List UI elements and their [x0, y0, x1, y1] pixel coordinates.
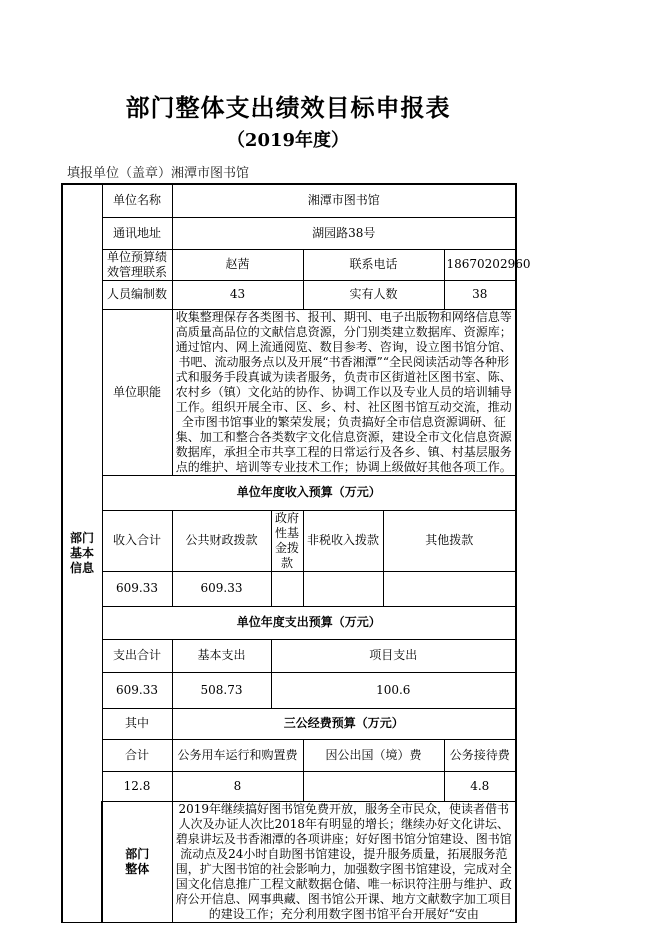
- form-table: [61, 183, 531, 923]
- form-table-frame: [61, 183, 531, 921]
- three-public-val-abroad: [303, 771, 444, 801]
- expense-col-total: 支出合计: [102, 639, 172, 672]
- income-col-fund: 政府性基金拨款: [271, 510, 303, 571]
- duties-text: 收集整理保存各类图书、报刊、期刊、电子出版物和网络信息等高质量高品位的文献信息资源，分门别类建立数据库、资源库；通过馆内、网上流通阅览、数目参考、咨询，设立图书馆分馆、书吧、流动服务点以及开展“书香湘潭”“全民阅读活动等各种形式和服务手段真诚为读者服务，负责市区街道社区图书室、陈、农村乡（镇）文化站的协作、协调工作以及专业人员的培训辅导工作。组织开展全市、区、乡、村、社区图书馆互动交流，推动全市图书馆事业的繁荣发展；负责搞好全市信息资源调研、征集、加工和整合各类数字文化信息资源，建设全市文化信息资源数据库，承担全市共享工程的日常运行及各乡、镇、村基层服务点的维护、培训等专业技术工作；协调上级做好其他各项工作。: [172, 309, 516, 475]
- perf-text: 2019年继续搞好图书馆免费开放，服务全市民众，使读者借书人次及办证人次比2018年有明显的增长；继续办好文化讲坛、碧泉讲坛及书香湘潭的各项讲座；好好图书馆分馆建设、图书馆流动点及24小时自助图书馆建设，提升服务质量，拓展服务范围，扩大图书馆的社会影响力，加强数字图书馆建设，完成对全国文化信息推广工程文献数据仓储、唯一标识符注册与维护、政府公开信息、网事典藏、图书馆公开课、地方文献数字加工项目的建设工作；充分利用数字图书馆平台开展好“安由: [172, 801, 516, 922]
- expense-header: 单位年度支出预算（万元）: [102, 606, 516, 639]
- income-val-nontax: [303, 571, 383, 606]
- staff-quota-value: 43: [172, 280, 303, 309]
- expense-val-basic: 508.73: [172, 672, 271, 708]
- income-val-fund: [271, 571, 303, 606]
- actual-staff-value: 38: [444, 280, 516, 309]
- income-col-total: 收入合计: [102, 510, 172, 571]
- section-perf-label: [102, 801, 172, 922]
- income-header: 单位年度收入预算（万元）: [102, 475, 516, 510]
- staff-quota-label: 人员编制数: [102, 280, 172, 309]
- income-col-other: 其他拨款: [383, 510, 516, 571]
- expense-val-project: 100.6: [271, 672, 516, 708]
- address-value: 湖园路38号: [172, 217, 516, 249]
- section-basic-label: [62, 184, 102, 922]
- three-public-col-reception: 公务接待费: [444, 739, 516, 771]
- duties-label: 单位职能: [102, 309, 172, 475]
- section-basic-text: 部门 基本 信息: [69, 530, 94, 575]
- fill-unit: 填报单位（盖章）湘潭市图书馆: [67, 166, 250, 181]
- page-title: 部门整体支出绩效目标申报表: [125, 94, 451, 122]
- three-public-col-total: 合计: [102, 739, 172, 771]
- expense-col-project: 项目支出: [271, 639, 516, 672]
- contact-value: 赵茜: [172, 249, 303, 280]
- three-public-header: 三公经费预算（万元）: [172, 708, 516, 739]
- section-perf-text: 部门 整体: [125, 846, 150, 876]
- income-col-nontax: 非税收入拨款: [303, 510, 383, 571]
- expense-val-total: 609.33: [102, 672, 172, 708]
- three-public-col-car: 公务用车运行和购置费: [172, 739, 303, 771]
- phone-label: 联系电话: [303, 249, 444, 280]
- contact-label: 单位预算绩效管理联系: [102, 249, 172, 280]
- income-val-total: 609.33: [102, 571, 172, 606]
- income-val-public: 609.33: [172, 571, 271, 606]
- three-public-val-car: 8: [172, 771, 303, 801]
- unit-name-value: 湘潭市图书馆: [172, 184, 516, 217]
- three-public-val-total: 12.8: [102, 771, 172, 801]
- phone-value: 18670202960: [444, 249, 516, 280]
- three-public-col-abroad: 因公出国（境）费: [303, 739, 444, 771]
- three-public-val-reception: 4.8: [444, 771, 516, 801]
- income-val-other: [383, 571, 516, 606]
- income-col-public: 公共财政拨款: [172, 510, 271, 571]
- page-subtitle: （2019年度）: [226, 130, 350, 151]
- three-public-left-label: 其中: [102, 708, 172, 739]
- expense-col-basic: 基本支出: [172, 639, 271, 672]
- address-label: 通讯地址: [102, 217, 172, 249]
- actual-staff-label: 实有人数: [303, 280, 444, 309]
- unit-name-label: 单位名称: [102, 184, 172, 217]
